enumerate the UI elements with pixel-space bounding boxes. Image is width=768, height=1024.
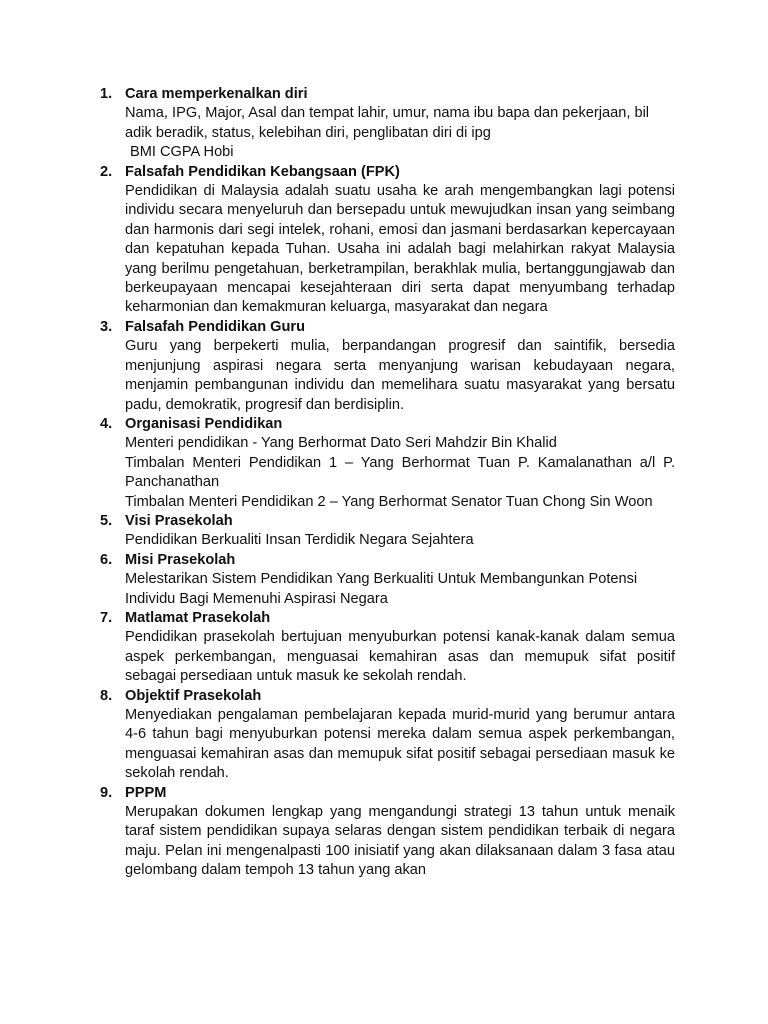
item-number: 7. (100, 609, 113, 626)
item-title: Matlamat Prasekolah (125, 609, 271, 626)
list-item-7 (100, 609, 675, 687)
item-paragraph: Nama, IPG, Major, Asal dan tempat lahir, umur, nama ibu bapa dan pekerjaan, bil adik beradik, status, kelebihan diri, penglibatan diri di ipg (125, 105, 650, 141)
item-title: Objektif Prasekolah (125, 687, 262, 704)
item-paragraph: Timbalan Menteri Pendidikan 1 – Yang Berhormat Tuan P. Kamalanathan a/l P. Panchanathan (125, 454, 675, 491)
item-number: 1. (100, 86, 113, 102)
item-paragraph: Timbalan Menteri Pendidikan 2 – Yang Berhormat Senator Tuan Chong Sin Woon (125, 493, 653, 510)
item-number: 9. (100, 784, 113, 801)
item-number: 6. (100, 551, 113, 568)
item-title: Cara memperkenalkan diri (125, 86, 308, 102)
list-item-8 (100, 687, 675, 784)
item-paragraph: Melestarikan Sistem Pendidikan Yang Berkualiti Untuk Membangunkan Potensi Individu Bagi Memenuhi Aspirasi Negara (125, 571, 638, 607)
item-number: 2. (100, 163, 113, 180)
item-paragraph: Pendidikan prasekolah bertujuan menyuburkan potensi kanak-kanak dalam semua aspek perkembangan, menguasai kemahiran asas dan memupuk sifat positif sebagai persediaan untuk masuk ke sekolah rendah. (125, 629, 675, 685)
list-item-5 (100, 512, 675, 551)
list-item-2 (100, 163, 675, 318)
list-item-4 (100, 415, 675, 512)
item-paragraph: Guru yang berpekerti mulia, berpandangan progresif dan saintifik, bersedia menjunjung aspirasi negara serta menyanjung warisan kebudayaan negara, menjamin pembangunan individu dan memelihara suatu masyarakat yang bersatu padu, demokratik, progresif dan berdisiplin. (125, 338, 675, 413)
item-title: Visi Prasekolah (125, 512, 233, 529)
list-item-6 (100, 551, 675, 609)
item-paragraph: BMI CGPA Hobi (130, 144, 234, 161)
item-paragraph: Menteri pendidikan - Yang Berhormat Dato Seri Mahdzir Bin Khalid (125, 435, 557, 452)
item-paragraph: Pendidikan di Malaysia adalah suatu usaha ke arah mengembangkan lagi potensi individu secara menyeluruh dan bersepadu untuk mewujudkan insan yang seimbang dan harmonis dari segi intelek, rohani, emosi dan jasmani berdasarkan kepercayaan dan kepatuhan kepada Tuhan. Usaha ini adalah bagi melahirkan rakyat Malaysia yang berilmu pengetahuan, berketrampilan, berakhlak mulia, bertanggungjawab dan berkeupayaan mencapai kesejahteraan diri serta dapat menyumbang terhadap keharmonian dan kemakmuran keluarga, masyarakat dan negara (125, 183, 675, 316)
numbered-list (100, 85, 675, 881)
item-title: Misi Prasekolah (125, 551, 236, 568)
item-title: Falsafah Pendidikan Guru (125, 318, 306, 335)
item-title: Organisasi Pendidikan (125, 415, 283, 432)
item-paragraph: Menyediakan pengalaman pembelajaran kepada murid-murid yang berumur antara 4-6 tahun bagi menyuburkan potensi mereka dalam semua aspek perkembangan, menguasai kemahiran asas dan memupuk sifat positif sebagai persediaan masuk ke sekolah rendah. (125, 707, 675, 782)
list-item-1 (100, 85, 675, 163)
item-number: 4. (100, 415, 113, 432)
list-item-3 (100, 318, 675, 415)
item-number: 3. (100, 318, 113, 335)
item-paragraph: Merupakan dokumen lengkap yang mengandungi strategi 13 tahun untuk menaik taraf sistem pendidikan supaya selaras dengan sistem pendidikan terbaik di negara maju. Pelan ini mengenalpasti 100 inisiatif yang akan dilaksanaan dalam 3 fasa atau gelombang dalam tempoh 13 tahun yang akan (125, 804, 675, 879)
item-title: PPPM (125, 784, 167, 801)
item-number: 5. (100, 512, 113, 529)
list-item-9 (100, 784, 675, 881)
item-number: 8. (100, 687, 113, 704)
item-title: Falsafah Pendidikan Kebangsaan (FPK) (125, 163, 400, 180)
item-paragraph: Pendidikan Berkualiti Insan Terdidik Negara Sejahtera (125, 532, 474, 549)
